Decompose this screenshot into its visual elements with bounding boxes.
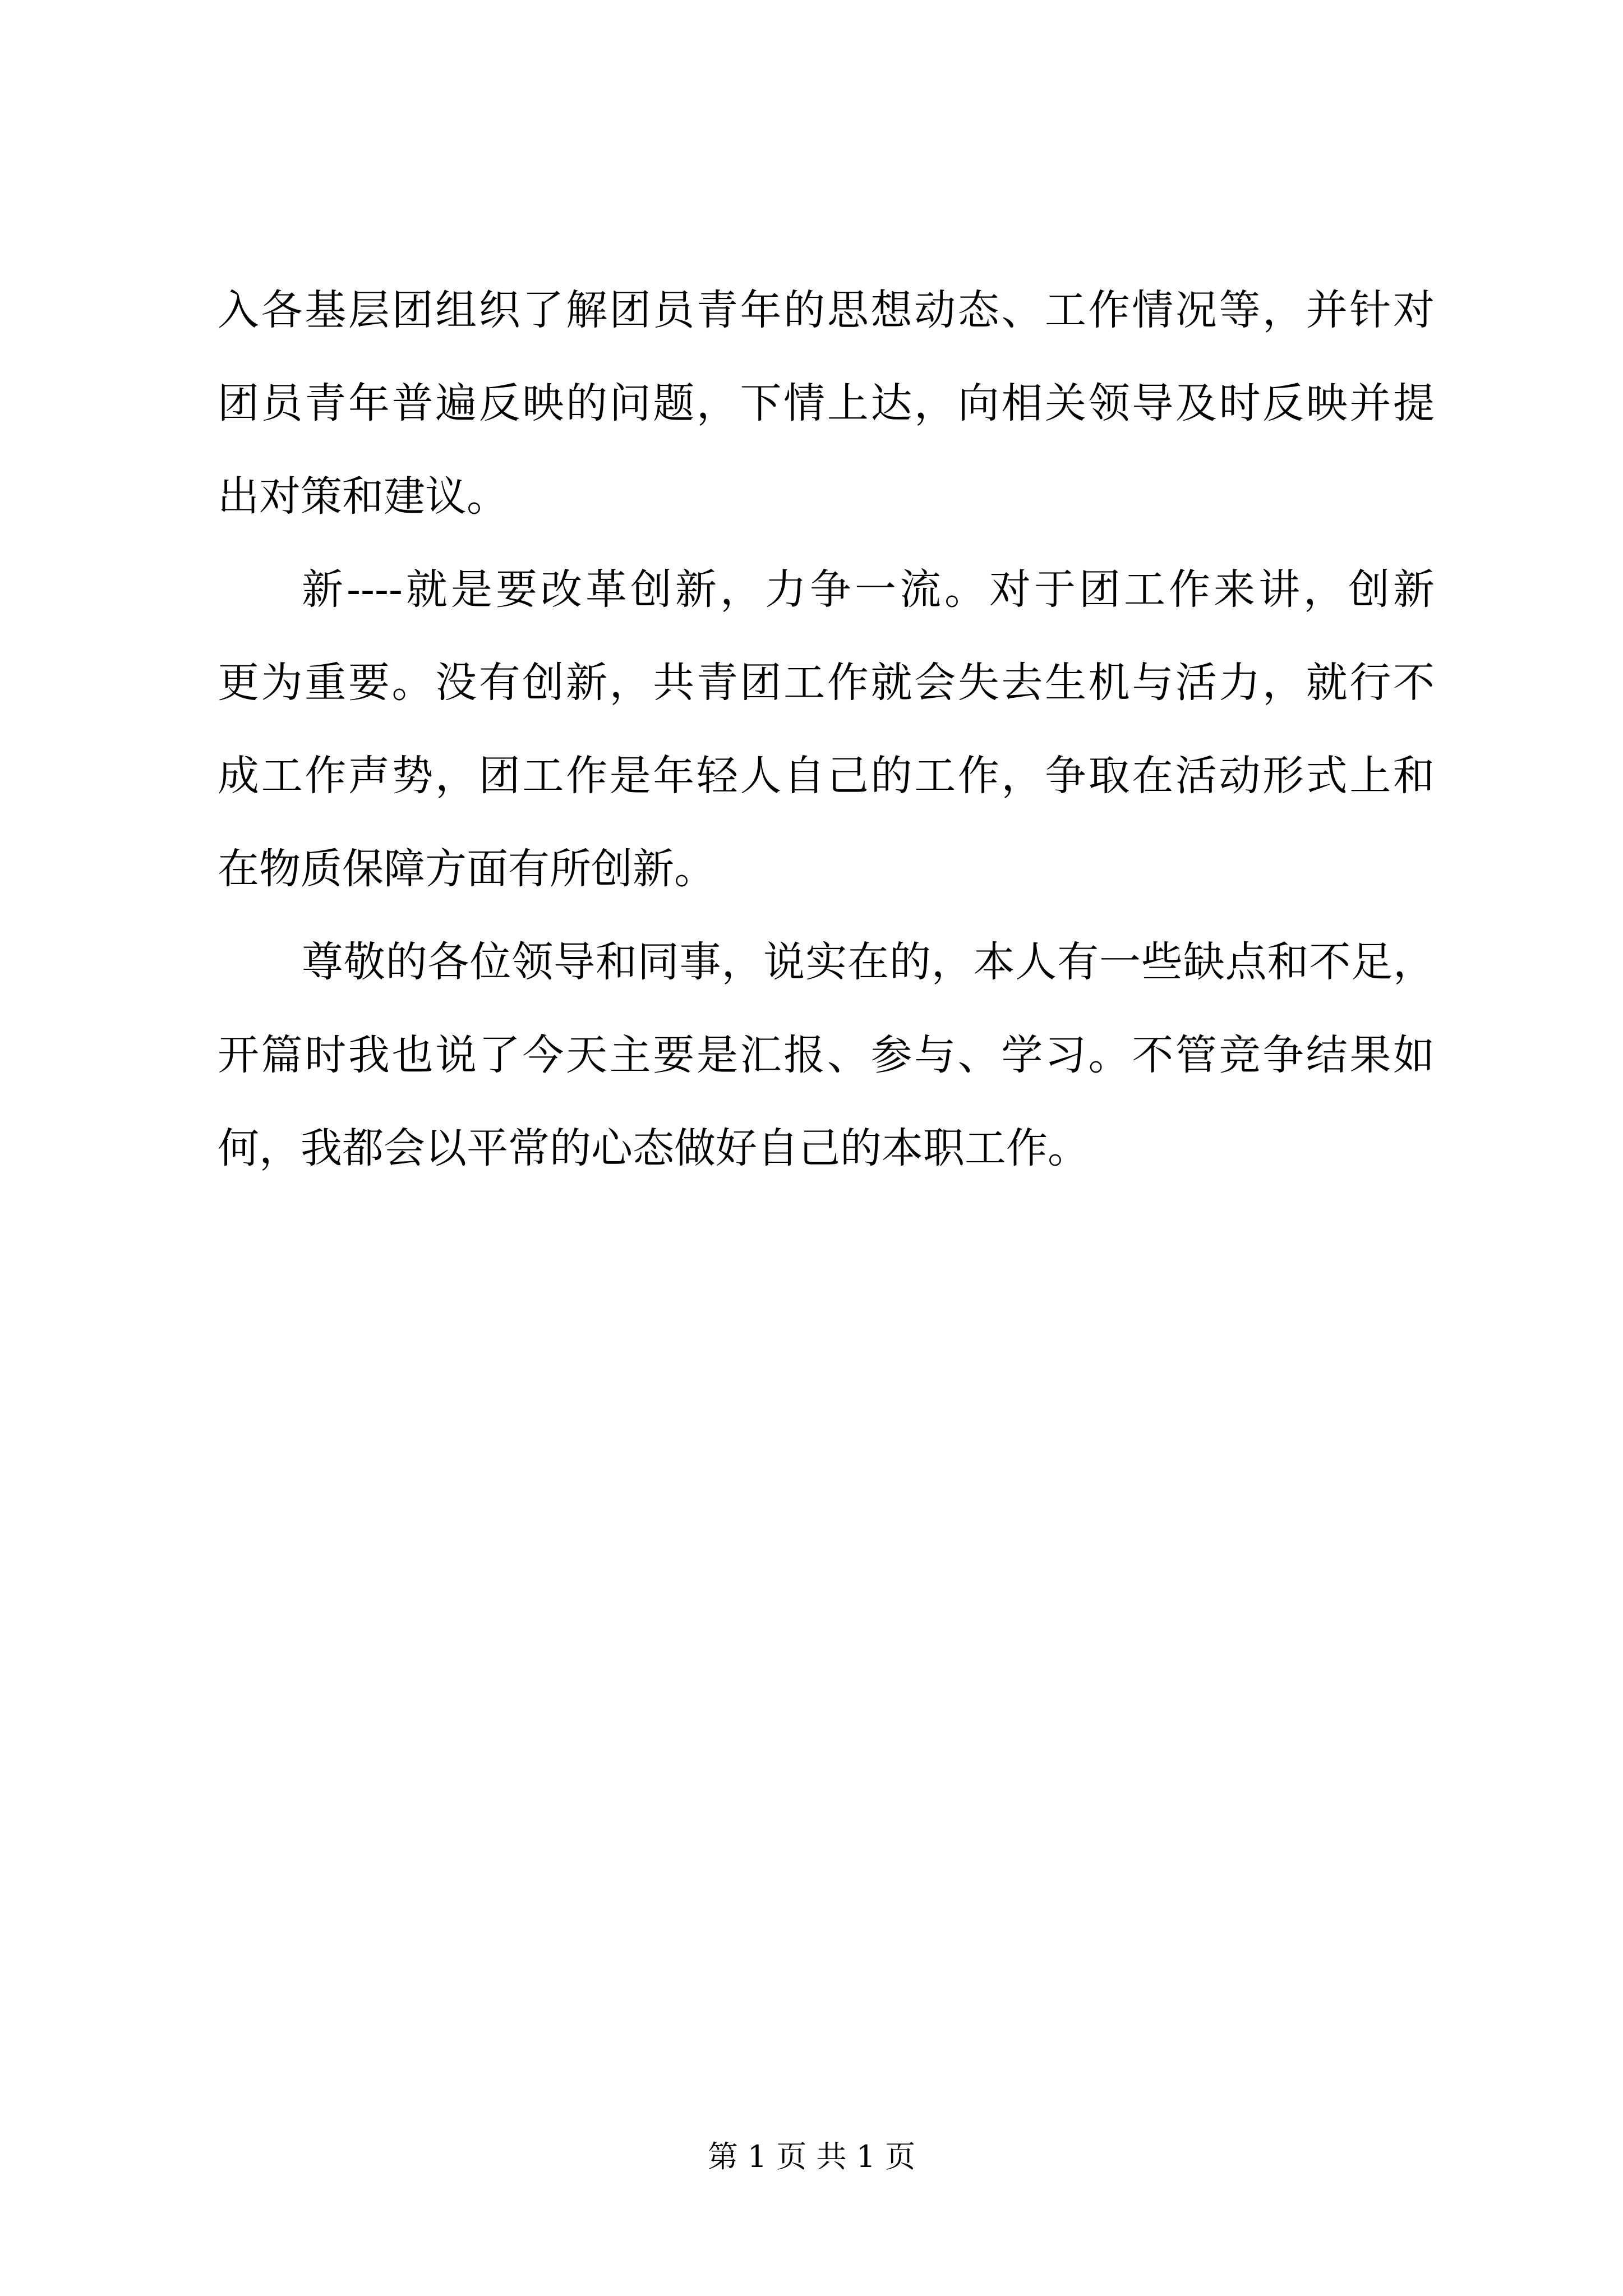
paragraph-3-line-1: 尊敬的各位领导和同事，说实在的，本人有一些缺点和不足， (302, 938, 1435, 986)
page-footer (0, 2140, 1623, 2174)
paragraph-2-line-2: 更为重要。没有创新，共青团工作就会失去生机与活力，就行不 (218, 659, 1435, 707)
paragraph-2-line-4: 在物质保障方面有所创新。 (218, 845, 716, 893)
paragraph-1-line-3: 出对策和建议。 (218, 472, 508, 521)
page-number-label: 第 1 页 共 1 页 (707, 2139, 916, 2174)
paragraph-3-line-2: 开篇时我也说了今天主要是汇报、参与、学习。不管竞争结果如 (218, 1031, 1435, 1079)
paragraph-1-line-2: 团员青年普遍反映的问题，下情上达，向相关领导及时反映并提 (218, 379, 1435, 427)
paragraph-2-line-1: 新----就是要改革创新，力争一流。对于团工作来讲，创新 (302, 565, 1435, 614)
paragraph-3-line-3: 何，我都会以平常的心态做好自己的本职工作。 (218, 1124, 1089, 1172)
paragraph-1-line-1: 入各基层团组织了解团员青年的思想动态、工作情况等，并针对 (218, 286, 1435, 334)
document-body (218, 264, 1435, 1195)
paragraph-2-line-3: 成工作声势，团工作是年轻人自己的工作，争取在活动形式上和 (218, 752, 1435, 800)
